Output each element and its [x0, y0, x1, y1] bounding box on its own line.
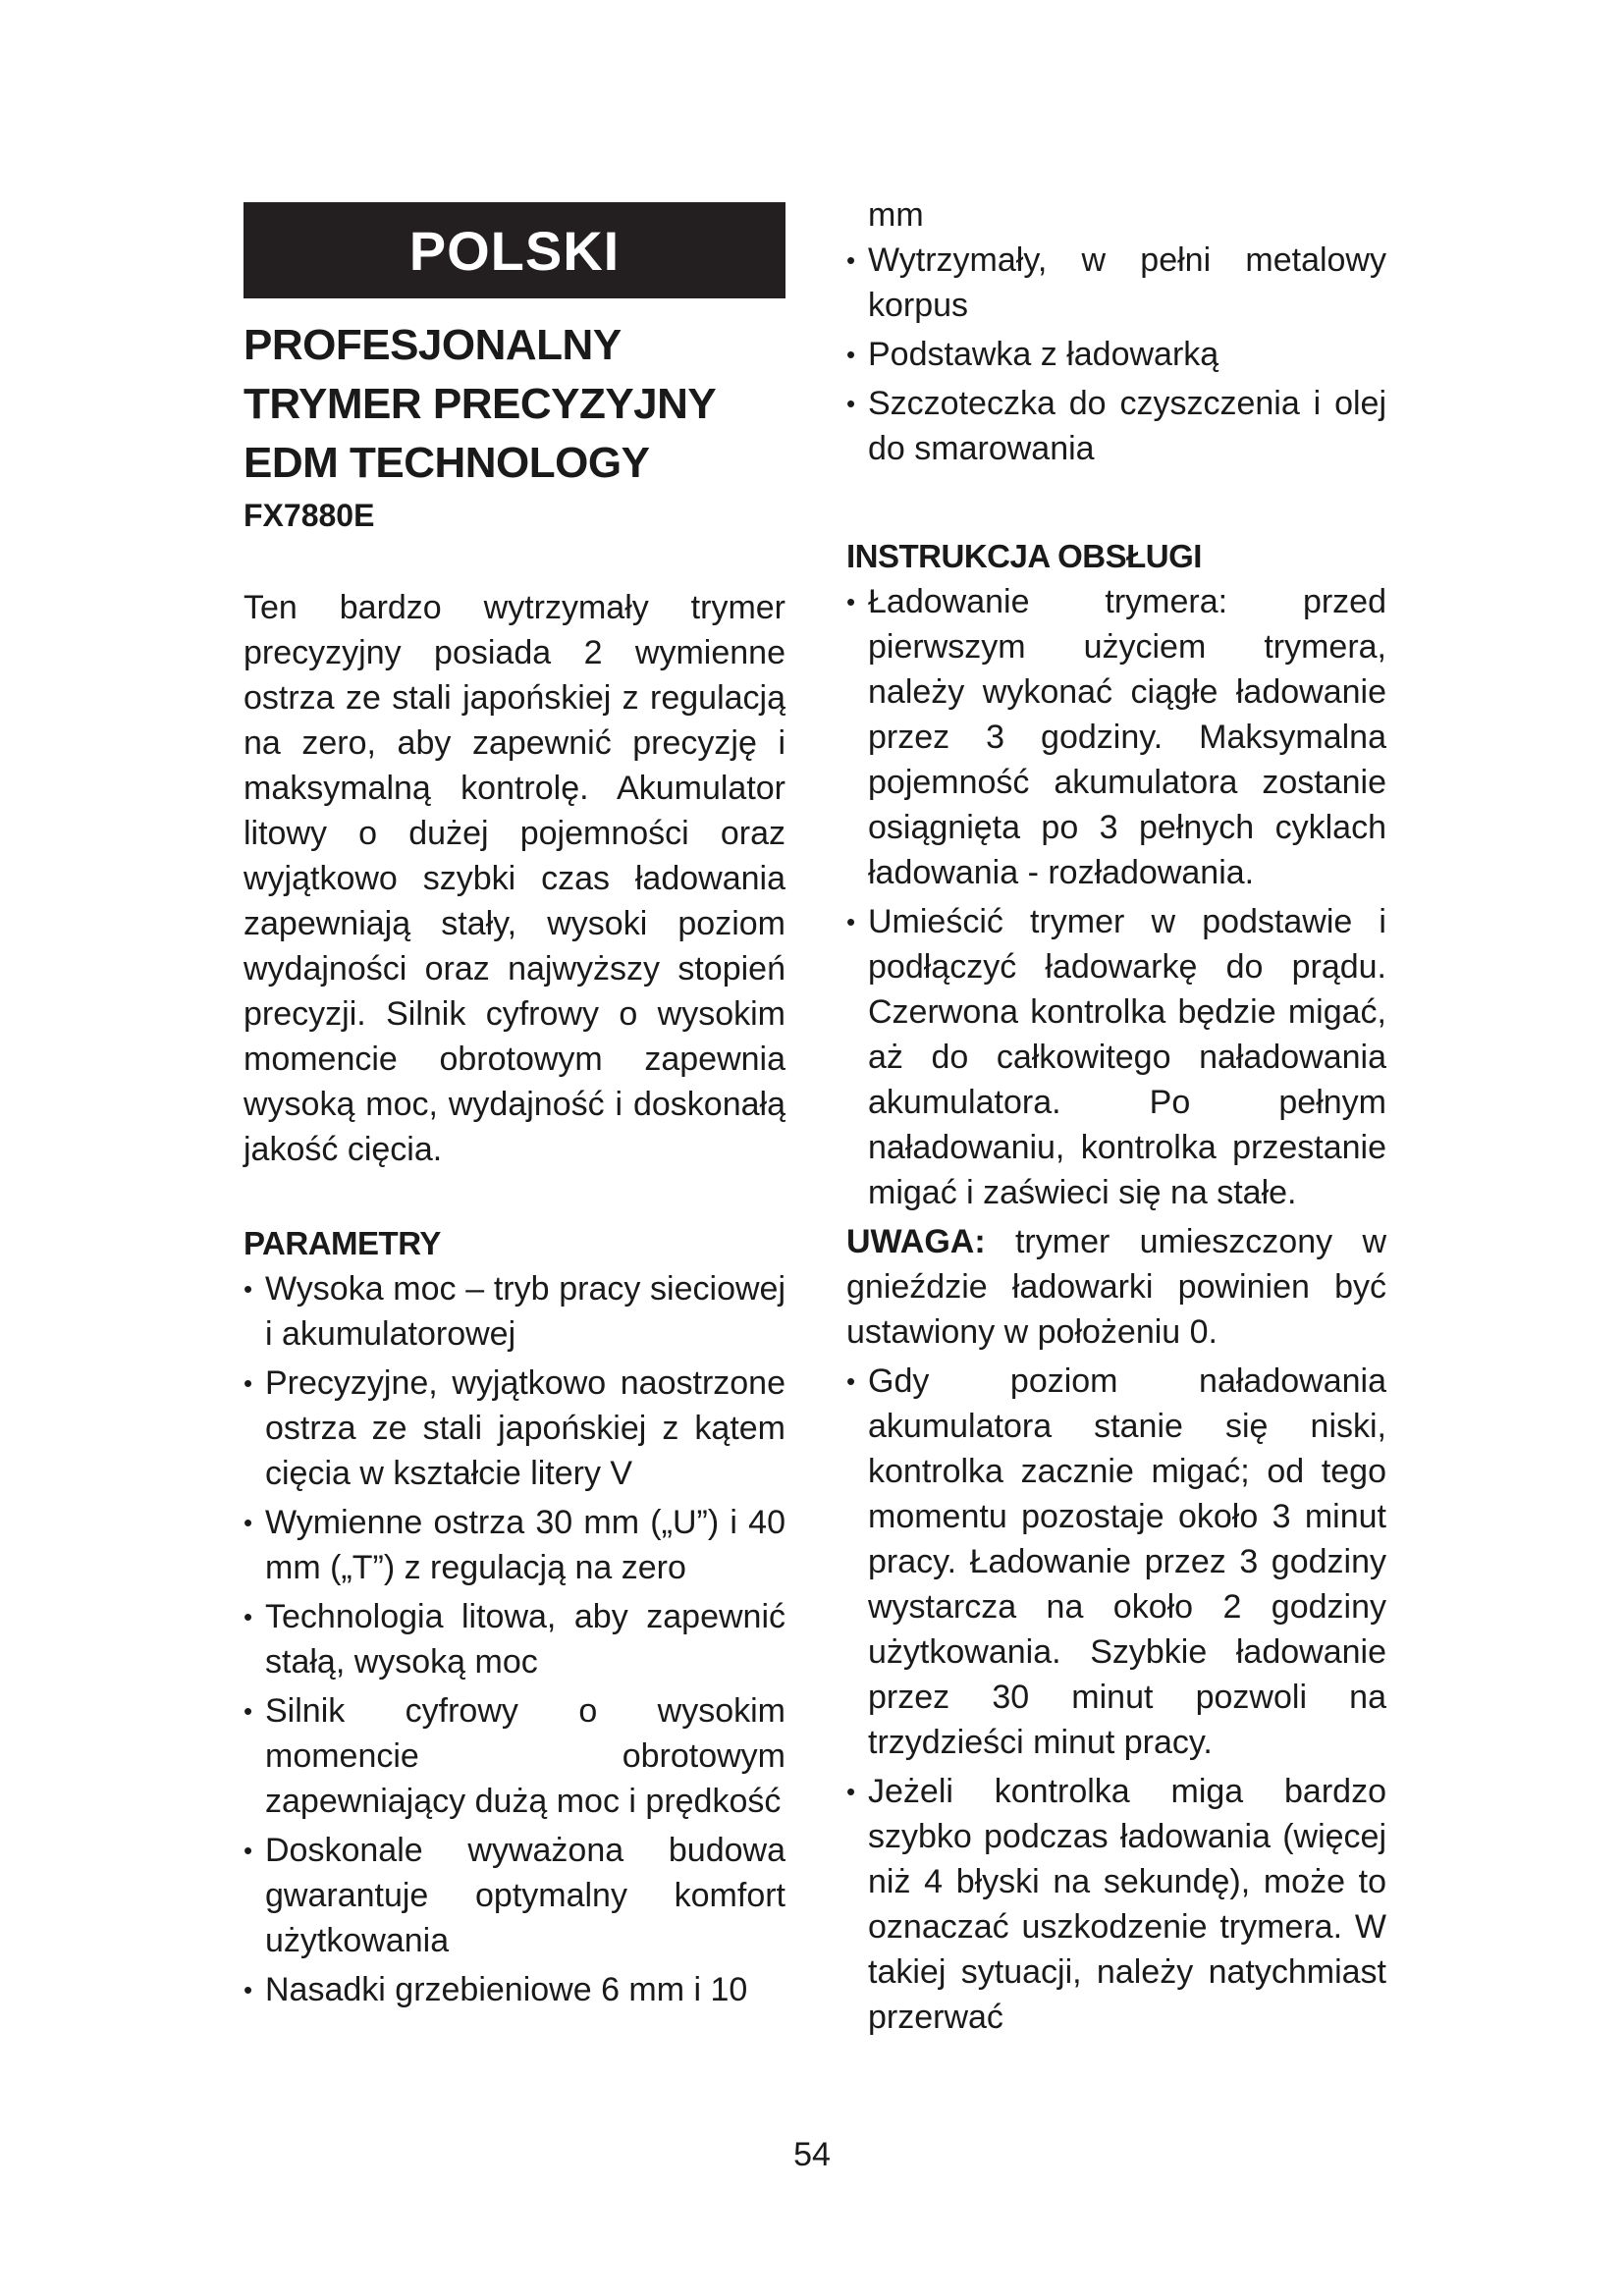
list-item: • Wysoka moc – tryb pracy sieciowej i akumulatorowej	[244, 1266, 785, 1357]
right-column	[846, 192, 1386, 2044]
list-item: • Nasadki grzebieniowe 6 mm i 10	[244, 1967, 785, 2012]
list-item: • Szczoteczka do czyszczenia i olej do smarowania	[846, 381, 1386, 471]
instructions-heading: INSTRUKCJA OBSŁUGI	[846, 538, 1202, 574]
list-item: • Gdy poziom naładowania akumulatora stanie się niski, kontrolka zacznie migać; od tego momentu pozostaje około 3 minut pracy. Ładowanie przez 3 godziny wystarcza na około 2 godziny użytkowania. Szybkie ładowanie przez 30 minut pozwoli na trzydzieści minut pracy.	[846, 1359, 1386, 1765]
list-item: • Wytrzymały, w pełni metalowy korpus	[846, 238, 1386, 328]
model-number: FX7880E	[244, 498, 375, 533]
list-item: • Wymienne ostrza 30 mm („U”) i 40 mm („T”) z regulacją na zero	[244, 1500, 785, 1590]
language-banner	[244, 202, 785, 298]
left-column	[244, 316, 785, 2016]
list-item: • Silnik cyfrowy o wysokim momencie obrotowym zapewniający dużą moc i prędkość	[244, 1688, 785, 1824]
instructions-list-2	[846, 1359, 1386, 2040]
parameters-continuation: mm	[868, 196, 924, 234]
list-item: • Technologia litowa, aby zapewnić stałą, wysoką moc	[244, 1594, 785, 1684]
note-label: UWAGA:	[846, 1223, 986, 1260]
parameters-heading: PARAMETRY	[244, 1225, 441, 1261]
note-paragraph	[846, 1219, 1386, 1355]
list-item: • Podstawka z ładowarką	[846, 332, 1386, 377]
page-number: 54	[793, 2136, 831, 2173]
note-text: trymer umieszczony w gnieździe ładowarki powinien być ustawiony w położeniu 0.	[846, 1223, 1386, 1351]
list-item: • Umieścić trymer w podstawie i podłączyć ładowarkę do prądu. Czerwona kontrolka będzie migać, aż do całkowitego naładowania akumulatora. Po pełnym naładowaniu, kontrolka przestanie migać i zaświeci się na stałe.	[846, 899, 1386, 1215]
product-title-line-3: EDM TECHNOLOGY	[244, 439, 650, 487]
list-item: • Jeżeli kontrolka miga bardzo szybko podczas ładowania (więcej niż 4 błyski na sekundę), może to oznaczać uszkodzenie trymera. W takiej sytuacji, należy natychmiast przerwać	[846, 1769, 1386, 2040]
list-item: • Ładowanie trymera: przed pierwszym użyciem trymera, należy wykonać ciągłe ładowanie przez 3 godziny. Maksymalna pojemność akumulatora zostanie osiągnięta po 3 pełnych cyklach ładowania - rozładowania.	[846, 579, 1386, 895]
list-item: • Precyzyjne, wyjątkowo naostrzone ostrza ze stali japońskiej z kątem cięcia w kształcie litery V	[244, 1361, 785, 1496]
language-label: POLSKI	[408, 219, 621, 282]
list-item: • Doskonale wyważona budowa gwarantuje optymalny komfort użytkowania	[244, 1828, 785, 1963]
intro-paragraph: Ten bardzo wytrzymały trymer precyzyjny posiada 2 wymienne ostrza ze stali japońskiej z regulacją na zero, aby zapewnić precyzję i maksymalną kontrolę. Akumulator litowy o dużej pojemności oraz wyjątkowo szybki czas ładowania zapewniają stały, wysoki poziom wydajności oraz najwyższy stopień precyzji. Silnik cyfrowy o wysokim momencie obrotowym zapewnia wysoką moc, wydajność i doskonałą jakość cięcia.	[244, 589, 785, 1168]
product-title-line-2: TRYMER PRECYZYJNY	[244, 380, 717, 428]
product-title-line-1: PROFESJONALNY	[244, 321, 622, 369]
instructions-list	[846, 579, 1386, 1215]
parameters-list	[244, 1266, 785, 2012]
parameters-list-continued	[846, 238, 1386, 471]
